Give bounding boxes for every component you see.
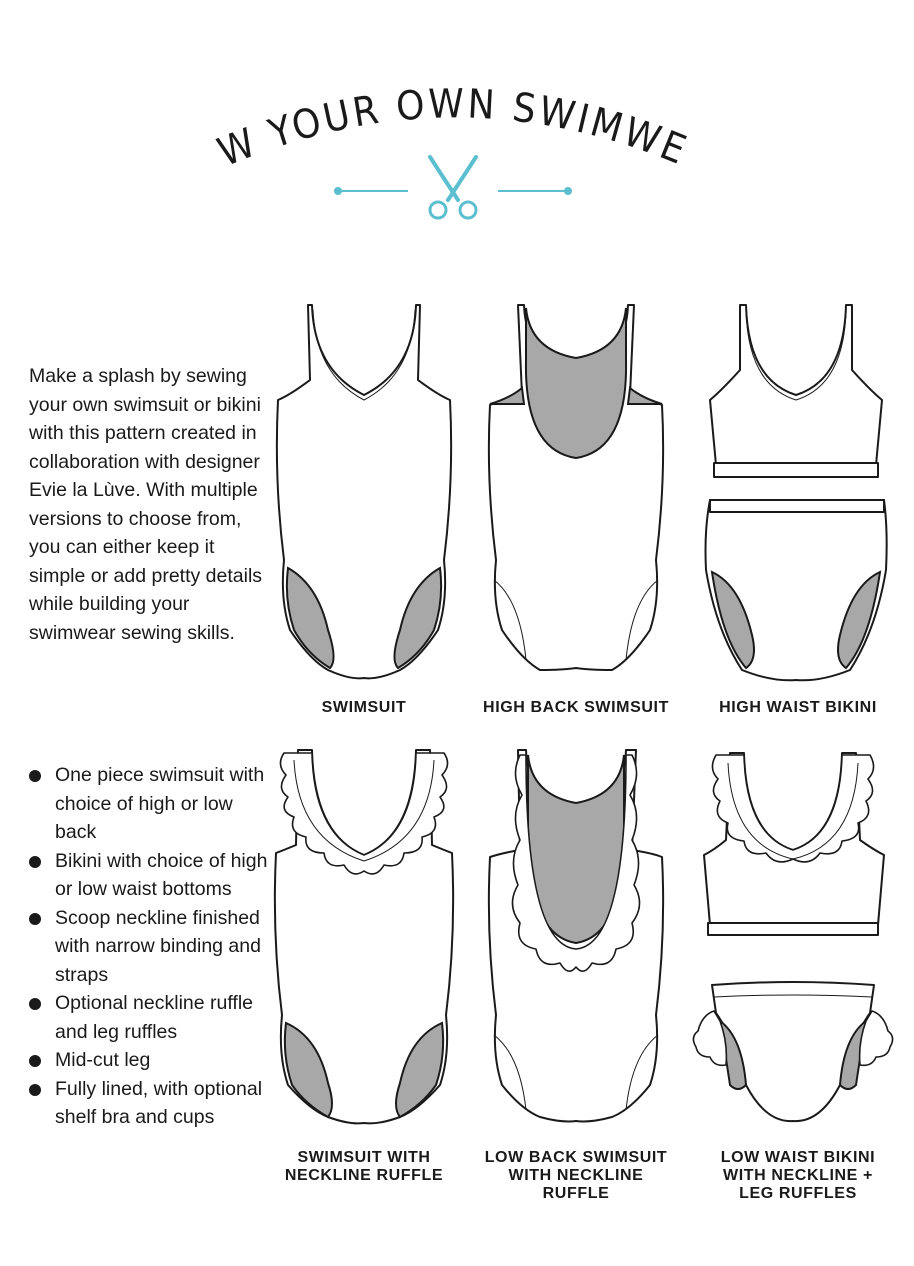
feature-list (29, 761, 269, 1132)
garment-caption: HIGH WAIST BIKINI (719, 699, 877, 716)
scissors-ornament (330, 152, 576, 224)
scissors-icon (330, 152, 576, 224)
list-item: Fully lined, with optional shelf bra and cups (29, 1075, 269, 1132)
list-item: One piece swimsuit with choice of high or low back (29, 761, 269, 847)
high-waist-bikini-illustration (700, 300, 892, 685)
list-item: Optional neckline ruffle and leg ruffles (29, 989, 269, 1046)
list-item: Scoop neckline finished with narrow binding and straps (29, 904, 269, 990)
swimsuit-neckline-ruffle-illustration (268, 745, 460, 1130)
swimsuit-illustration (268, 300, 460, 685)
bullet-icon (29, 1055, 41, 1067)
bullet-icon (29, 770, 41, 782)
garment-caption: SWIMSUIT (321, 699, 407, 716)
high-back-swimsuit-illustration (480, 300, 672, 685)
bullet-icon (29, 856, 41, 868)
intro-paragraph: Make a splash by sewing your own swimsuit or bikini with this pattern created in collaboration with designer Evie la Lùve. With multiple versions to choose from, you can either keep it simple or add pretty details while building your swimwear sewing skills. (29, 365, 263, 644)
garment-caption: SWIMSUIT WITH NECKLINE RUFFLE (284, 1149, 444, 1184)
bullet-icon (29, 998, 41, 1010)
garment-caption: LOW BACK SWIMSUIT WITH NECKLINE RUFFLE (484, 1149, 668, 1202)
garment-caption: HIGH BACK SWIMSUIT (483, 699, 669, 716)
list-item: Bikini with choice of high or low waist bottoms (29, 847, 269, 904)
bullet-icon (29, 1084, 41, 1096)
bullet-icon (29, 913, 41, 925)
title-text: W YOUR OWN SWIMWE (211, 81, 695, 177)
low-waist-bikini-ruffles-illustration (690, 745, 896, 1130)
garment-caption: LOW WAIST BIKINI WITH NECKLINE + LEG RUFFLES (720, 1149, 876, 1202)
low-back-swimsuit-neckline-ruffle-illustration (480, 745, 672, 1130)
list-item: Mid-cut leg (29, 1046, 269, 1075)
